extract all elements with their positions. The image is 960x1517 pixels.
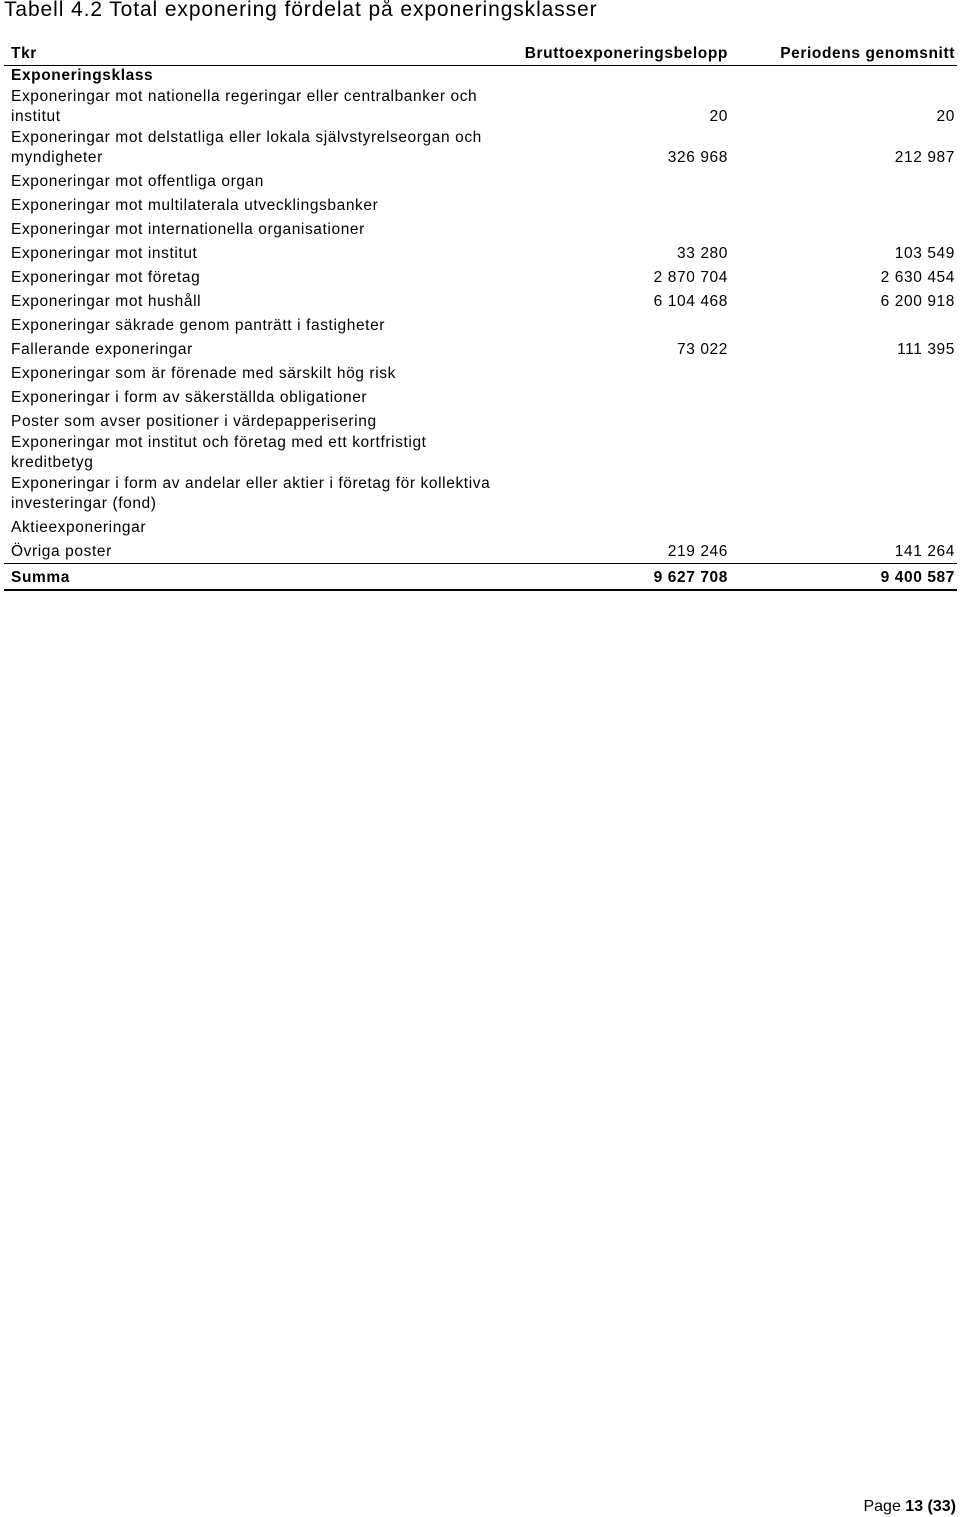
row-label: Exponeringar mot offentliga organ <box>11 173 265 190</box>
table-row <box>4 289 957 313</box>
row-label: Exponeringar säkrade genom panträtt i fastigheter <box>11 317 386 334</box>
gross-value <box>504 409 730 433</box>
gross-value <box>504 169 730 193</box>
row-label: Övriga poster <box>4 539 504 564</box>
gross-value <box>504 361 730 385</box>
table-row <box>4 409 957 433</box>
table-row <box>4 217 957 241</box>
gross-value <box>504 193 730 217</box>
row-label: Exponeringar mot institut <box>11 245 198 262</box>
row-label: Exponeringar mot internationella organisationer <box>11 221 365 238</box>
table-row <box>4 193 957 217</box>
table-row <box>4 265 957 289</box>
table-row <box>4 241 957 265</box>
table-row <box>4 87 957 128</box>
page-total: (33) <box>927 1498 956 1515</box>
row-label: Exponeringar som är förenade med särskilt hög risk <box>11 365 396 382</box>
average-value <box>730 385 957 409</box>
gross-value: 33 280 <box>676 245 728 262</box>
gross-value: 6 104 468 <box>653 293 728 310</box>
gross-value: 73 022 <box>676 341 728 358</box>
column-header-gross: Bruttoexponeringsbelopp <box>504 44 730 65</box>
row-label: Exponeringar mot nationella regeringar eller centralbanker och institut <box>11 87 478 125</box>
row-label: Aktieexponeringar <box>11 519 147 536</box>
table-header-row <box>4 44 957 65</box>
table-row <box>4 474 957 515</box>
average-value <box>730 313 957 337</box>
table-row <box>4 539 957 564</box>
row-label: Exponeringar mot multilaterala utvecklingsbanker <box>11 197 379 214</box>
table-row <box>4 515 957 539</box>
table-row <box>4 385 957 409</box>
average-value: 141 264 <box>730 539 957 564</box>
average-value <box>730 409 957 433</box>
gross-value <box>504 217 730 241</box>
average-value <box>730 193 957 217</box>
row-label: Poster som avser positioner i värdepapperisering <box>11 413 377 430</box>
column-header-average: Periodens genomsnitt <box>730 44 957 65</box>
average-value: 212 987 <box>894 149 955 166</box>
table-row <box>4 128 957 169</box>
average-value: 20 <box>936 108 955 125</box>
gross-value: 20 <box>709 108 728 125</box>
average-value <box>730 217 957 241</box>
exposure-table <box>4 44 957 591</box>
gross-value <box>504 433 730 474</box>
average-value <box>730 433 957 474</box>
page-footer <box>863 1498 956 1516</box>
gross-value: 326 968 <box>667 149 728 166</box>
row-label: Exponeringar mot företag <box>11 269 201 286</box>
row-label: Exponeringar i form av säkerställda obligationer <box>11 389 368 406</box>
average-value: 111 395 <box>897 341 955 358</box>
gross-value: 2 870 704 <box>653 269 728 286</box>
table-row <box>4 313 957 337</box>
page-number: 13 <box>905 1498 924 1515</box>
gross-value: 219 246 <box>504 539 730 564</box>
row-label: Exponeringar mot institut och företag med ett kortfristigt kreditbetyg <box>11 433 427 471</box>
average-value: 103 549 <box>894 245 955 262</box>
average-value <box>730 169 957 193</box>
table-row <box>4 337 957 361</box>
average-value <box>730 515 957 539</box>
row-label: Exponeringar mot delstatliga eller lokala självstyrelseorgan och myndigheter <box>11 128 482 166</box>
total-row <box>4 563 957 590</box>
gross-value <box>504 385 730 409</box>
table-row <box>4 361 957 385</box>
table-row <box>4 433 957 474</box>
table-title: Tabell 4.2 Total exponering fördelat på exponeringsklasser <box>4 0 598 21</box>
average-value <box>730 361 957 385</box>
table-row <box>4 169 957 193</box>
page-label: Page <box>863 1498 906 1515</box>
total-gross-value: 9 627 708 <box>504 563 730 590</box>
total-average-value: 9 400 587 <box>730 563 957 590</box>
gross-value <box>504 313 730 337</box>
row-label: Exponeringar mot hushåll <box>11 293 202 310</box>
average-value <box>730 474 957 515</box>
average-value: 6 200 918 <box>880 293 955 310</box>
average-value: 2 630 454 <box>880 269 955 286</box>
subheader-label: Exponeringsklass <box>11 67 154 84</box>
total-label: Summa <box>4 563 504 590</box>
subheader-row <box>4 65 957 87</box>
row-label: Exponeringar i form av andelar eller aktier i företag för kollektiva investeringar (fond) <box>11 474 491 512</box>
gross-value <box>504 515 730 539</box>
gross-value <box>504 474 730 515</box>
row-label: Fallerande exponeringar <box>11 341 193 358</box>
column-header-tkr: Tkr <box>4 44 504 65</box>
